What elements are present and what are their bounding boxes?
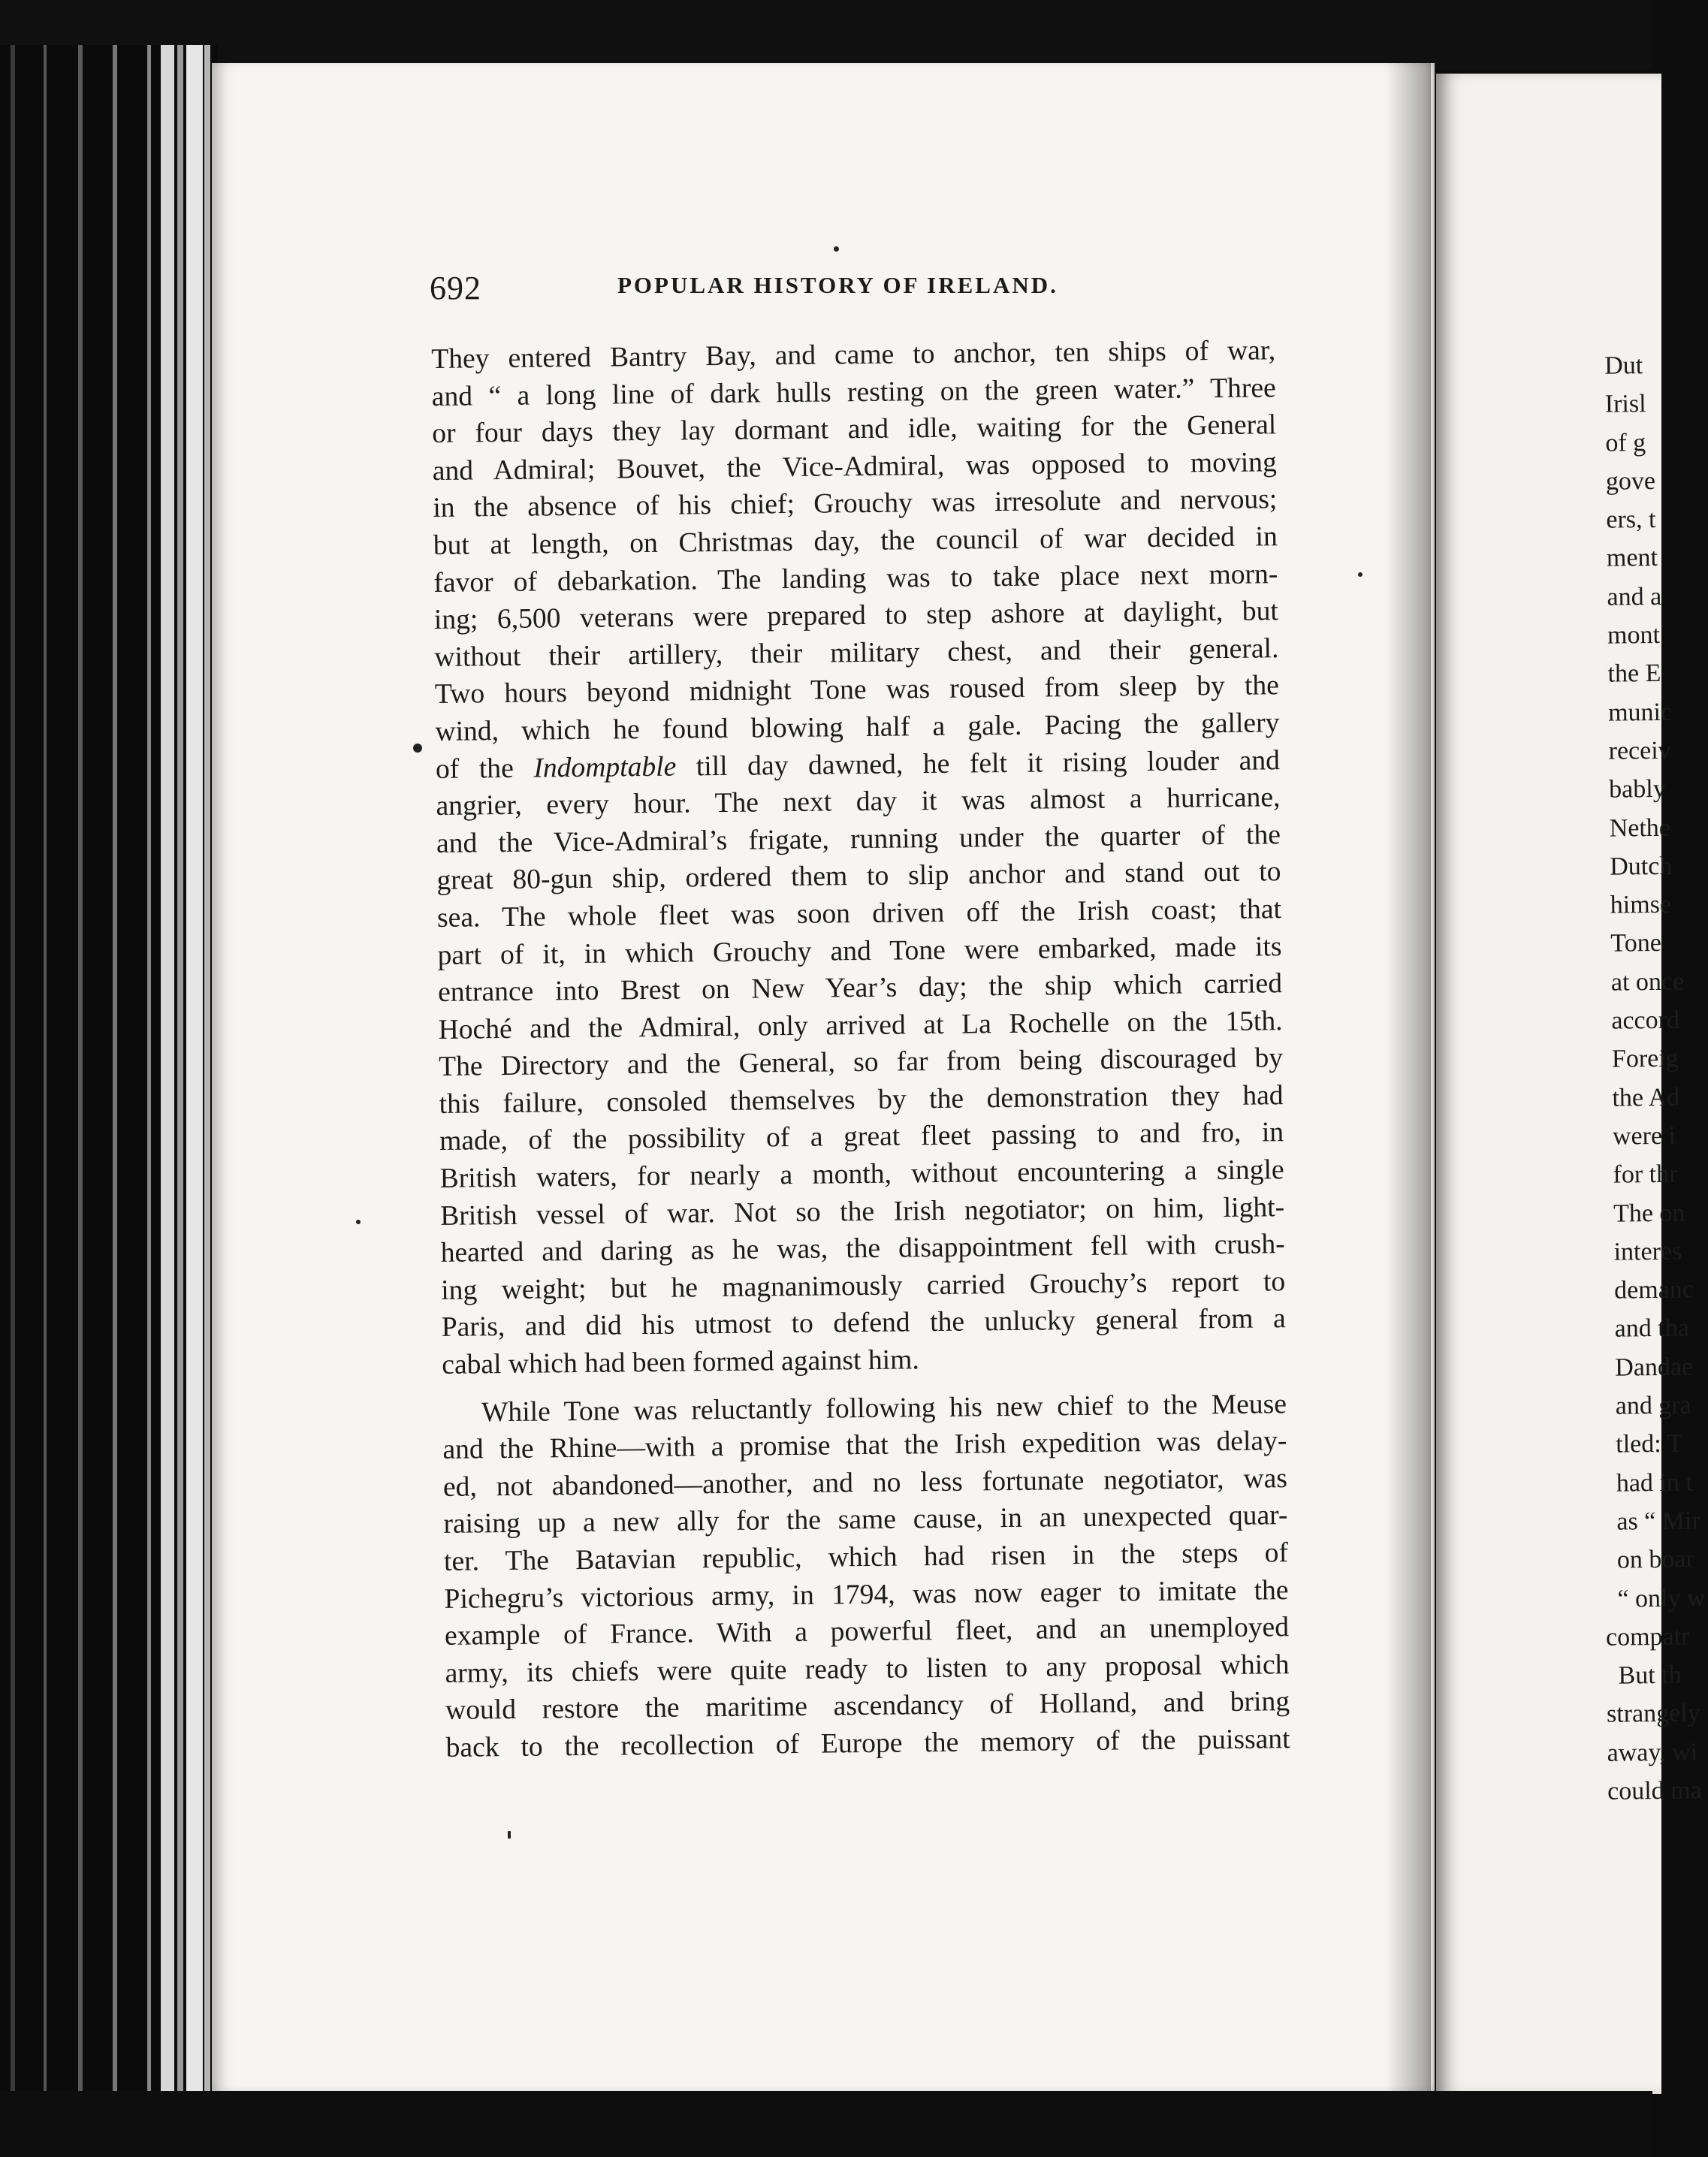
text-line: Paris, and did his utmost to defend the unlucky general from a [441,1303,1286,1344]
ink-speck [508,1831,511,1839]
facing-line: were i [1612,1121,1676,1151]
text-line: back to the recollection of Europe the memory of the puissant [445,1724,1290,1763]
binding-stripe [78,45,83,2157]
bottom-dark-band [0,2091,1652,2157]
facing-line: at once [1610,967,1685,997]
text-line: ing weight; but he magnanimously carried Grouchy’s report to [441,1266,1286,1306]
facing-line: tled: T [1616,1429,1683,1459]
facing-line: of g [1605,428,1646,457]
text-line: raising up a new ally for the same cause, in an unexpected quar- [443,1500,1288,1540]
ship-name: Indomptable [533,751,677,784]
text-line: favor of debarkation. The landing was to take place next morn- [433,558,1278,599]
facing-line: Dandae [1615,1353,1694,1382]
header-speck [834,246,839,252]
facing-line: gove [1605,466,1656,496]
text-line: British waters, for nearly a month, without encountering a single [439,1154,1284,1195]
text-line: Pichegru’s victorious army, in 1794, was now eager to imitate the [444,1574,1289,1615]
facing-line: mont [1607,621,1661,650]
facing-line: interes [1613,1237,1682,1266]
text-line: ing; 6,500 veterans were prepared to step ashore at daylight, but [433,596,1279,636]
text-line: wind, which he found blowing half a gale. Pacing the gallery [435,707,1280,747]
text-line: entrance into Brest on New Year’s day; the ship which carried [437,968,1283,1009]
binding-stripe [113,45,117,2157]
facing-line: as “ Mir [1616,1507,1700,1536]
facing-line: strangely [1606,1699,1700,1729]
top-dark-band [0,0,1652,69]
text-line: cabal which had been formed against him. [442,1344,919,1380]
text-line: hearted and daring as he was, the disappointment fell with crush- [440,1229,1285,1269]
facing-line: and a [1607,582,1662,611]
text-line: example of France. With a powerful fleet, and an unemployed [444,1612,1290,1652]
text-line: ed, not abandoned—another, and no less fortunate negotiator, was [442,1462,1288,1503]
facing-line: away, wi [1607,1738,1698,1767]
text-line: angrier, every hour. The next day it was almost a hurricane, [436,782,1281,822]
ink-speck [1358,572,1362,577]
facing-line: Dut [1604,351,1643,380]
facing-line: accord [1611,1006,1680,1035]
facing-line: on boar [1616,1545,1695,1574]
text-line: British vessel of war. Not so the Irish negotiator; on him, light- [439,1191,1285,1232]
text-line: ter. The Batavian republic, which had risen in the steps of [443,1537,1289,1577]
facing-line: Dutch [1610,852,1673,881]
page-edge-stripe [204,45,210,2157]
facing-line: Tone [1610,929,1662,958]
paragraph [431,332,1286,1383]
facing-line: Irisl [1604,390,1646,418]
running-head: POPULAR HISTORY OF IRELAND. [617,272,1058,298]
facing-line: bably [1608,775,1666,804]
ink-speck [356,1220,361,1224]
text-line: and Admiral; Bouvet, the Vice-Admiral, was opposed to moving [432,447,1277,487]
text-line: and the Vice-Admiral’s frigate, running under the quarter of the [436,819,1281,859]
facing-line: demanc [1613,1275,1694,1305]
text-line: and “ a long line of dark hulls resting on the green water.” Three [431,372,1276,412]
facing-line: the E [1607,659,1661,689]
facing-line: But th [1618,1661,1682,1690]
binding-stripe [147,45,151,2157]
paragraph [442,1386,1290,1767]
facing-line: Nethe [1609,813,1671,843]
facing-line: could ma [1607,1776,1702,1806]
body-text [431,332,1290,1766]
page-edge-stripe [186,45,203,2157]
facing-line: The on [1613,1199,1685,1228]
text-line: would restore the maritime ascendancy of Holland, and bring [445,1686,1290,1727]
facing-line: had in t [1616,1468,1694,1498]
facing-line: compatr [1605,1622,1690,1652]
facing-line: receiv [1608,736,1671,765]
page-edge-stripe [161,45,174,2157]
facing-line: and tha [1614,1314,1690,1344]
text-line: great 80-gun ship, ordered them to slip anchor and stand out to [436,856,1281,897]
binding-stripe [44,45,47,2157]
text-line: The Directory and the General, so far from being discouraged by [438,1042,1284,1083]
text-line: While Tone was reluctantly following his new chief to the Meuse [481,1388,1287,1428]
text-run: of the [435,753,534,785]
facing-line: and gra [1615,1391,1691,1420]
text-line: part of it, in which Grouchy and Tone were embarked, made its [437,931,1282,971]
facing-line: Foreig [1611,1045,1679,1073]
binding-stripe [11,45,15,2157]
text-line: sea. The whole fleet was soon driven off the Irish coast; that [436,894,1282,934]
text-line: this failure, consoled themselves by the demonstration they had [439,1080,1284,1120]
text-line: army, its chiefs were quite ready to listen to any proposal which [445,1649,1290,1689]
text-line: made, of the possibility of a great fleet passing to and fro, in [439,1117,1284,1157]
text-line: Two hours beyond midnight Tone was roused from sleep by the [434,670,1280,710]
facing-page-text [1582,345,1707,1811]
text-run: till day dawned, he felt it rising louder and [696,744,1281,782]
facing-line: “ only w [1617,1583,1706,1613]
facing-line: ment [1606,544,1658,573]
page-edge-stripe [177,45,183,2157]
text-line: without their artillery, their military chest, and their general. [434,632,1279,673]
ink-speck [413,744,422,753]
text-line: in the absence of his chief; Grouchy was irresolute and nervous; [433,484,1278,524]
book-binding [0,45,218,2157]
facing-line: for thr [1613,1160,1678,1189]
facing-line: himse [1610,890,1672,919]
text-line: or four days they lay dormant and idle, waiting for the General [432,409,1277,450]
text-line: and the Rhine—with a promise that the Irish expedition was delay- [442,1425,1287,1466]
text-line: Hoché and the Admiral, only arrived at La Rochelle on the 15th. [438,1005,1283,1045]
facing-line: the Ad [1612,1083,1680,1112]
page-gutter-shadow [1386,63,1431,2091]
facing-line: ers, t [1606,505,1656,534]
page-number: 692 [430,270,481,306]
facing-line: munic [1607,698,1673,727]
text-line: but at length, on Christmas day, the council of war decided in [433,521,1278,561]
text-line: They entered Bantry Bay, and came to anchor, ten ships of war, [431,335,1276,375]
